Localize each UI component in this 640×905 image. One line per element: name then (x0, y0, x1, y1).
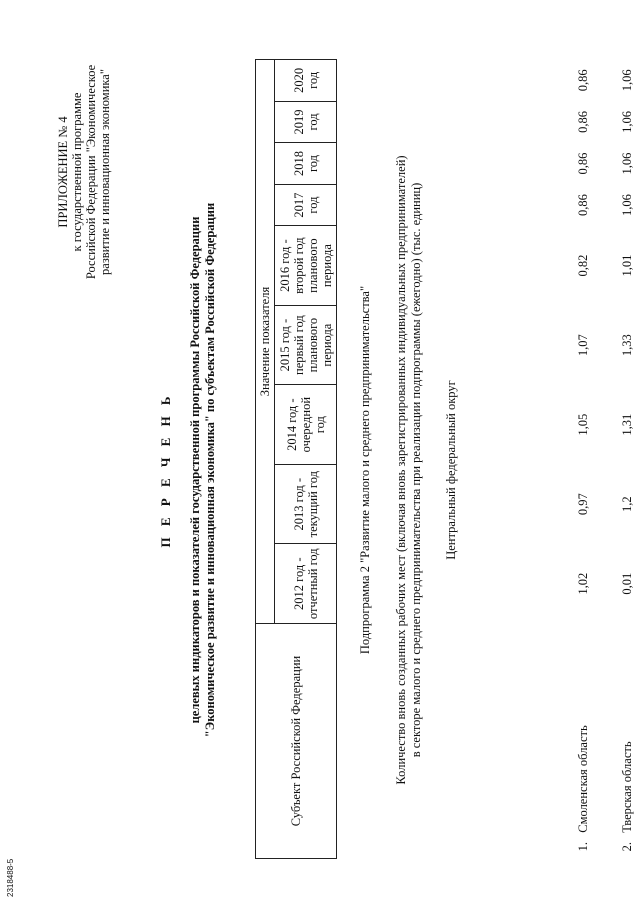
table-cell: 0,97 (575, 493, 590, 516)
column-header: 2020 год (275, 60, 337, 102)
column-header: 2017 год (275, 184, 337, 226)
table-cell: 0,86 (575, 152, 590, 175)
indicator-line: Количество вновь созданных рабочих мест (включая вновь зарегистрированных индивидуальных предпринимателей) (394, 155, 408, 785)
column-header: 2019 год (275, 101, 337, 143)
subtitle-line: "Экономическое развитие и инновационная экономика" по субъектам Российской Федерации (203, 202, 217, 738)
indicator-description (394, 75, 424, 865)
table-cell: 0,01 (619, 572, 634, 595)
document-title: П Е Р Е Ч Е Н Ь (158, 392, 173, 548)
column-header: 2012 год - отчетный год (275, 544, 337, 624)
column-header: 2016 год - второй год планового периода (275, 226, 337, 306)
appendix-line: Российской Федерации "Экономическое (84, 64, 98, 280)
value-group-header: Значение показателя (256, 60, 275, 624)
region-name: Смоленская область (575, 725, 590, 833)
region-name: Тверская область (619, 741, 634, 833)
table-row (561, 60, 605, 859)
column-header: 2014 год - очередной год (275, 385, 337, 465)
table-cell: 1,05 (575, 413, 590, 436)
table-cell: 1,33 (619, 334, 634, 357)
table-cell: 1,06 (619, 194, 634, 216)
row-number: 1. (575, 841, 590, 852)
column-header: 2015 год - первый год планового периода (275, 305, 337, 385)
row-number: 2. (619, 841, 634, 852)
table-row (605, 60, 640, 859)
document-subtitle (188, 75, 218, 865)
table-cell: 0,86 (575, 69, 590, 92)
appendix-line: развитие и инновационная экономика" (98, 69, 112, 275)
appendix-block (56, 32, 112, 312)
table-cell: 1,31 (619, 413, 634, 436)
column-header: 2018 год (275, 143, 337, 185)
subject-header: Субъект Российской Федерации (256, 623, 337, 858)
table-cell: 1,06 (619, 152, 634, 175)
appendix-number: ПРИЛОЖЕНИЕ № 4 (56, 116, 70, 228)
subprogram-heading: Подпрограмма 2 "Развитие малого и среднего предпринимательства" (358, 285, 372, 655)
column-header: 2013 год - текущий год (275, 464, 337, 544)
federal-district-heading: Центральный федеральный округ (444, 380, 458, 560)
table-cell: 0,86 (575, 194, 590, 216)
table-cell: 1,06 (619, 69, 634, 92)
indicator-line: в секторе малого и среднего предпринимательства при реализации подпрограммы (ежегодно) (тыс. единиц) (409, 182, 423, 758)
table-cell: 1,07 (575, 334, 590, 357)
table-cell: 1,2 (619, 496, 634, 512)
table-cell: 1,02 (575, 572, 590, 595)
table-cell: 1,06 (619, 111, 634, 133)
table-cell: 0,82 (575, 254, 590, 277)
appendix-line: к государственной программе (70, 92, 84, 252)
subtitle-line: целевых индикаторов и показателей государственной программы Российской Федерации (188, 216, 202, 724)
table-cell: 0,86 (575, 111, 590, 133)
document-code: 2318488-5 (6, 858, 15, 897)
table-cell: 1,01 (619, 254, 634, 277)
